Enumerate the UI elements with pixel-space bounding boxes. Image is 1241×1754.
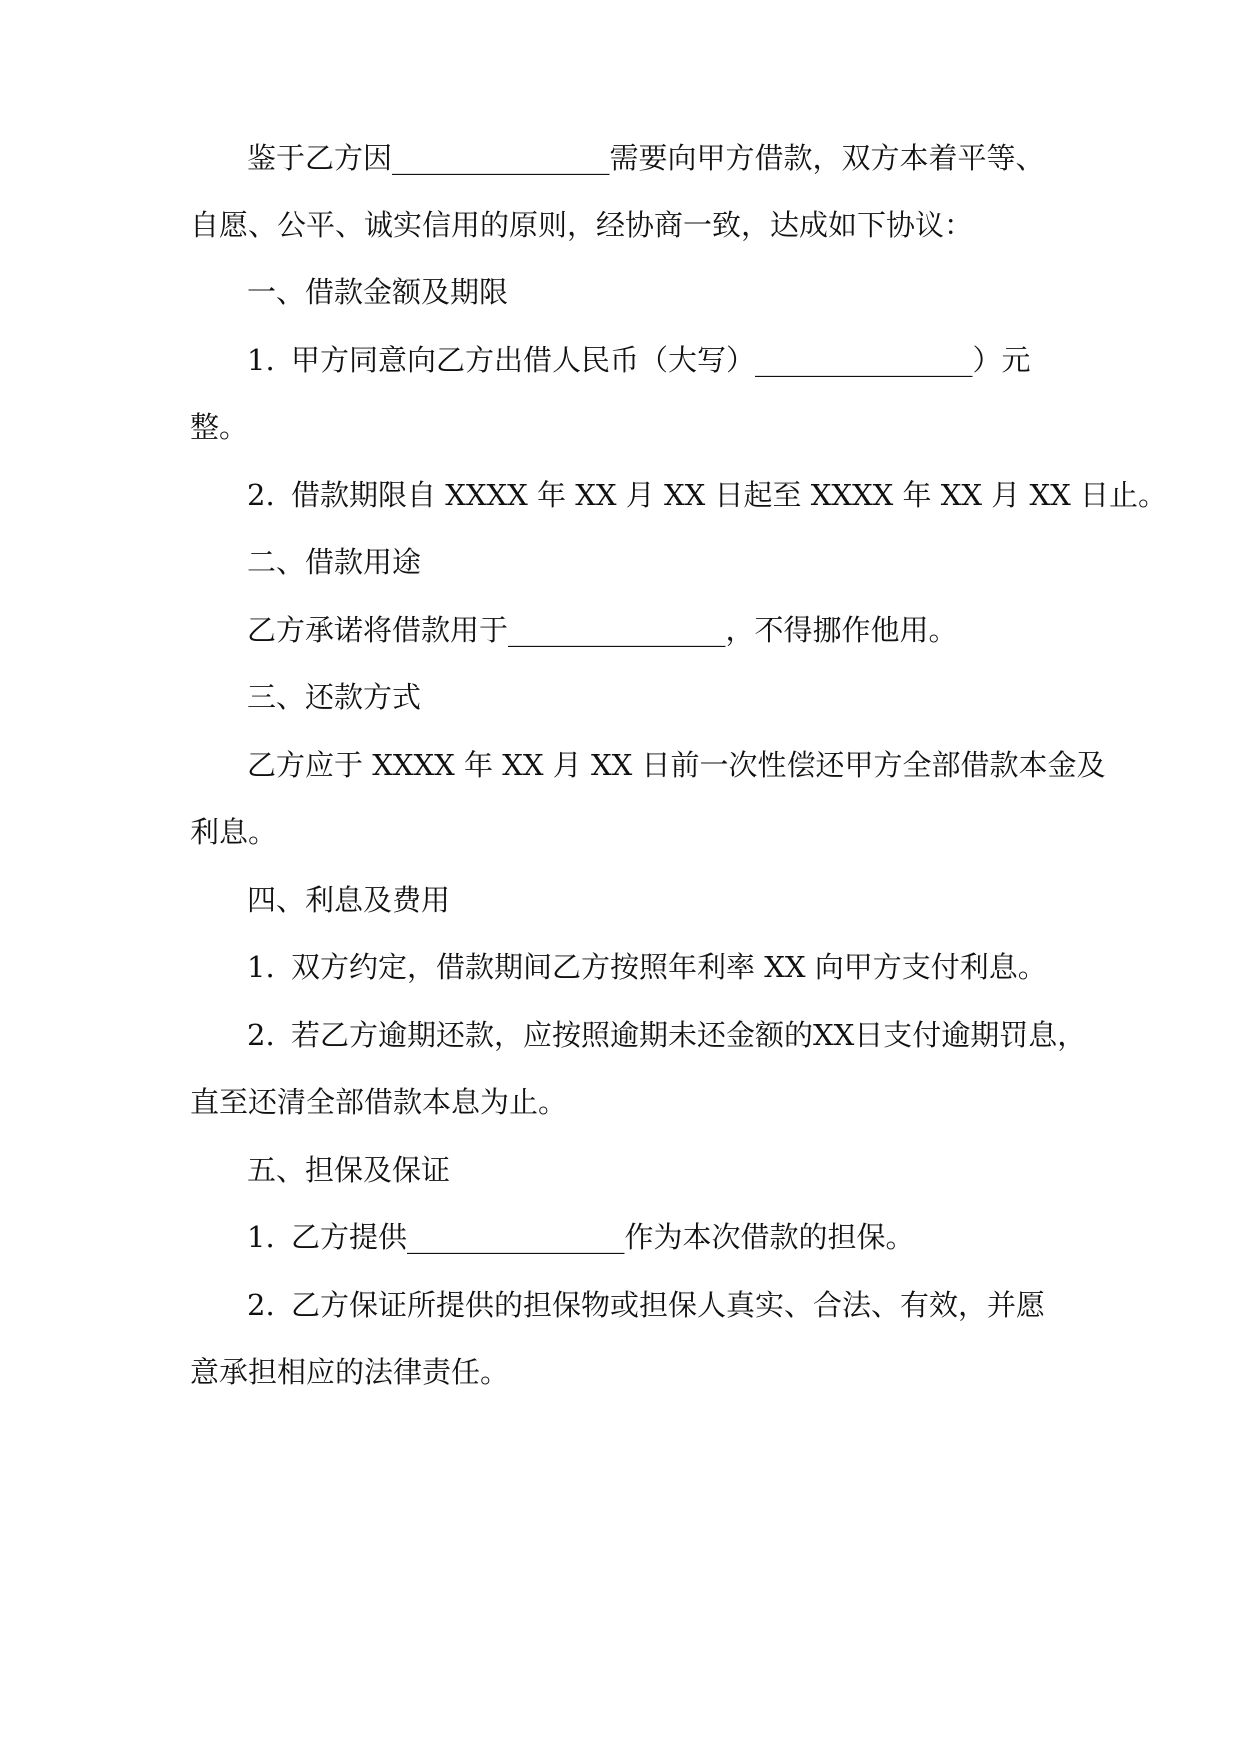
clause-3-line-2: 利息。 bbox=[190, 815, 278, 849]
section-heading-3: 三、还款方式 bbox=[247, 680, 422, 714]
section-heading-4: 四、利息及费用 bbox=[247, 883, 451, 917]
section-heading-5: 五、担保及保证 bbox=[247, 1153, 451, 1187]
preamble-line-1: 鉴于乙方因_______________需要向甲方借款，双方本着平等、 bbox=[247, 141, 1045, 175]
clause-1-2: 2. 借款期限自 XXXX 年 XX 月 XX 日起至 XXXX 年 XX 月 XX 日止。 bbox=[247, 475, 1137, 515]
clause-4-2-line-1: 2. 若乙方逾期还款，应按照逾期未还金额的XX日支付逾期罚息， bbox=[247, 1015, 1137, 1055]
clause-3-line-1: 乙方应于 XXXX 年 XX 月 XX 日前一次性偿还甲方全部借款本金及 bbox=[247, 748, 1106, 782]
clause-number: 1. bbox=[247, 1220, 275, 1254]
clause-2: 乙方承诺将借款用于_______________，不得挪作他用。 bbox=[247, 613, 958, 647]
clause-5-2-line-2: 意承担相应的法律责任。 bbox=[190, 1355, 510, 1389]
preamble-line-2: 自愿、公平、诚实信用的原则，经协商一致，达成如下协议： bbox=[190, 208, 974, 242]
clause-4-2-line-2: 直至还清全部借款本息为止。 bbox=[190, 1085, 568, 1119]
clause-1-1-line-1: 1. 甲方同意向乙方出借人民币（大写）_______________）元 bbox=[247, 340, 1137, 380]
clause-number: 2. bbox=[247, 478, 275, 512]
clause-number: 1. bbox=[247, 950, 275, 984]
clause-1-1-line-2: 整。 bbox=[190, 410, 249, 444]
clause-number: 2. bbox=[247, 1288, 275, 1322]
clause-number: 2. bbox=[247, 1018, 275, 1052]
clause-5-1: 1. 乙方提供_______________作为本次借款的担保。 bbox=[247, 1217, 1137, 1257]
section-heading-1: 一、借款金额及期限 bbox=[247, 275, 509, 309]
clause-4-1: 1. 双方约定，借款期间乙方按照年利率 XX 向甲方支付利息。 bbox=[247, 947, 1137, 987]
section-heading-2: 二、借款用途 bbox=[247, 545, 422, 579]
clause-number: 1. bbox=[247, 343, 275, 377]
clause-5-2-line-1: 2. 乙方保证所提供的担保物或担保人真实、合法、有效，并愿 bbox=[247, 1285, 1137, 1325]
